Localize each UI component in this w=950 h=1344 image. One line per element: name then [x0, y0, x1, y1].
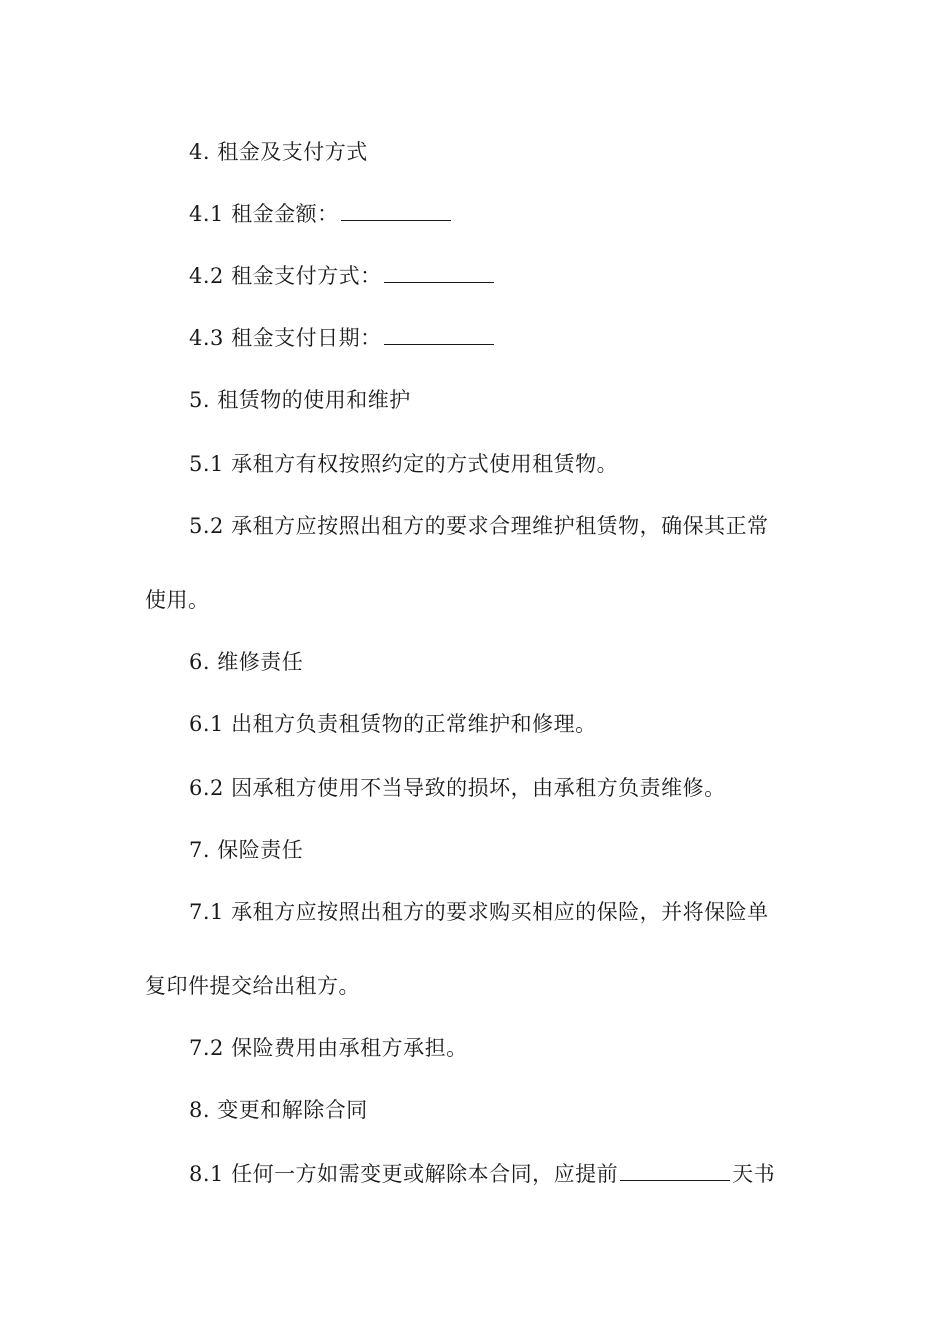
clause-7-1-line-1	[145, 898, 810, 926]
fill-in-blank	[384, 324, 494, 345]
line-text: 5.2 承租方应按照出租方的要求合理维护租赁物，确保其正常	[189, 514, 769, 538]
line-text: 7. 保险责任	[189, 838, 304, 862]
fill-in-blank	[620, 1160, 730, 1181]
clause-4-2	[145, 262, 810, 290]
line-text: 使用。	[145, 588, 210, 612]
clause-7-1-line-2	[145, 972, 810, 1000]
line-text: 6.2 因承租方使用不当导致的损坏，由承租方负责维修。	[189, 776, 726, 800]
fill-in-blank	[384, 262, 494, 283]
line-text: 4.3 租金支付日期：	[189, 326, 382, 350]
line-text: 6. 维修责任	[189, 650, 304, 674]
clause-6-1	[145, 710, 810, 738]
section-7-heading	[145, 836, 810, 864]
clause-7-2	[145, 1034, 810, 1062]
section-6-heading	[145, 648, 810, 676]
clause-4-3	[145, 324, 810, 352]
section-4-heading	[145, 138, 810, 166]
clause-5-2-line-2	[145, 586, 810, 614]
line-text: 8. 变更和解除合同	[189, 1098, 368, 1122]
section-8-heading	[145, 1096, 810, 1124]
line-text: 5.1 承租方有权按照约定的方式使用租赁物。	[189, 452, 619, 476]
line-text: 4.2 租金支付方式：	[189, 264, 382, 288]
section-5-heading	[145, 386, 810, 414]
line-text: 7.2 保险费用由承租方承担。	[189, 1036, 468, 1060]
line-text: 复印件提交给出租方。	[145, 974, 360, 998]
clause-6-2	[145, 774, 810, 802]
line-text: 6.1 出租方负责租赁物的正常维护和修理。	[189, 712, 597, 736]
line-text-after-blank: 天书	[732, 1162, 776, 1186]
line-text: 4. 租金及支付方式	[189, 140, 368, 164]
line-text: 4.1 租金金额：	[189, 202, 339, 226]
clause-8-1	[145, 1160, 810, 1188]
line-text: 8.1 任何一方如需变更或解除本合同，应提前	[189, 1162, 619, 1186]
line-text: 7.1 承租方应按照出租方的要求购买相应的保险，并将保险单	[189, 900, 769, 924]
clause-5-2-line-1	[145, 512, 810, 540]
clause-5-1	[145, 450, 810, 478]
fill-in-blank	[341, 200, 451, 221]
clause-4-1	[145, 200, 810, 228]
line-text: 5. 租赁物的使用和维护	[189, 388, 411, 412]
